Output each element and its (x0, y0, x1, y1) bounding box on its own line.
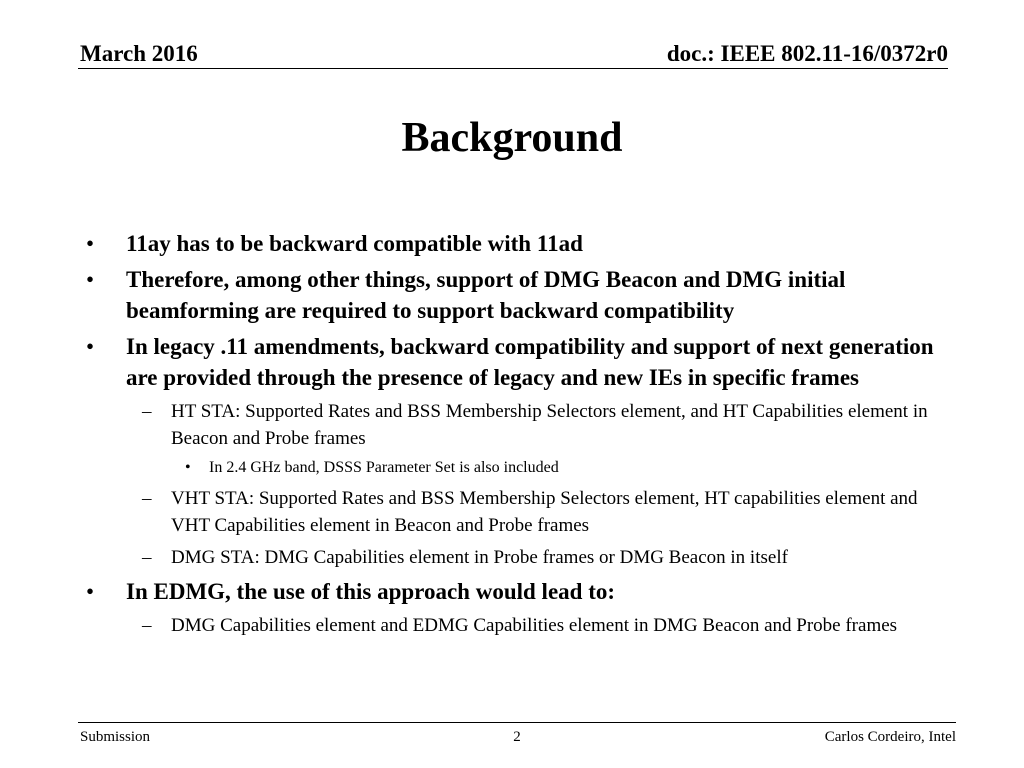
bullet-text: 11ay has to be backward compatible with 11ad (126, 231, 583, 256)
sub-bullet-text: DMG Capabilities element and EDMG Capabilities element in DMG Beacon and Probe frames (171, 615, 898, 636)
header-date: March 2016 (80, 41, 198, 66)
bullet-item (78, 264, 948, 326)
dash-icon: – (142, 615, 152, 636)
header-doc-id: doc.: IEEE 802.11-16/0372r0 (666, 41, 948, 66)
sub-bullet-item (78, 612, 948, 639)
sub-bullet-text: HT STA: Supported Rates and BSS Membership Selectors element, and HT Capabilities element in Beacon and Probe frames (171, 401, 928, 449)
bullet-icon: • (86, 579, 95, 604)
sub-bullet-item (78, 544, 948, 571)
bullet-item (78, 228, 948, 259)
sub-sub-bullet-text: In 2.4 GHz band, DSSS Parameter Set is also included (209, 459, 559, 476)
footer-author: Carlos Cordeiro, Intel (824, 729, 956, 745)
dash-icon: – (142, 547, 152, 568)
bullet-icon: • (86, 231, 95, 256)
slide-title: Background (401, 115, 623, 161)
bullet-icon: • (86, 334, 95, 359)
page-number: 2 (513, 729, 521, 745)
bullet-text: Therefore, among other things, support of DMG Beacon and DMG initial beamforming are required to support backward compatibility (126, 267, 846, 323)
footer-divider (78, 722, 956, 723)
bullet-text: In EDMG, the use of this approach would lead to: (126, 579, 616, 604)
sub-sub-bullet-item (78, 457, 948, 479)
bullet-item (78, 576, 948, 607)
sub-bullet-item (78, 485, 948, 539)
sub-bullet-text: DMG STA: DMG Capabilities element in Probe frames or DMG Beacon in itself (171, 547, 788, 568)
slide-body (78, 228, 948, 644)
footer-submission: Submission (80, 729, 151, 745)
dash-icon: – (142, 401, 152, 422)
sub-bullet-text: VHT STA: Supported Rates and BSS Membership Selectors element, HT capabilities element and VHT Capabilities element in Beacon and Probe frames (171, 488, 918, 536)
sub-bullet-item (78, 398, 948, 452)
bullet-icon: • (185, 459, 191, 476)
header-divider (78, 68, 948, 69)
bullet-text: In legacy .11 amendments, backward compatibility and support of next generation are provided through the presence of legacy and new IEs in specific frames (126, 334, 934, 390)
bullet-item (78, 331, 948, 393)
dash-icon: – (142, 488, 152, 509)
bullet-icon: • (86, 267, 95, 292)
